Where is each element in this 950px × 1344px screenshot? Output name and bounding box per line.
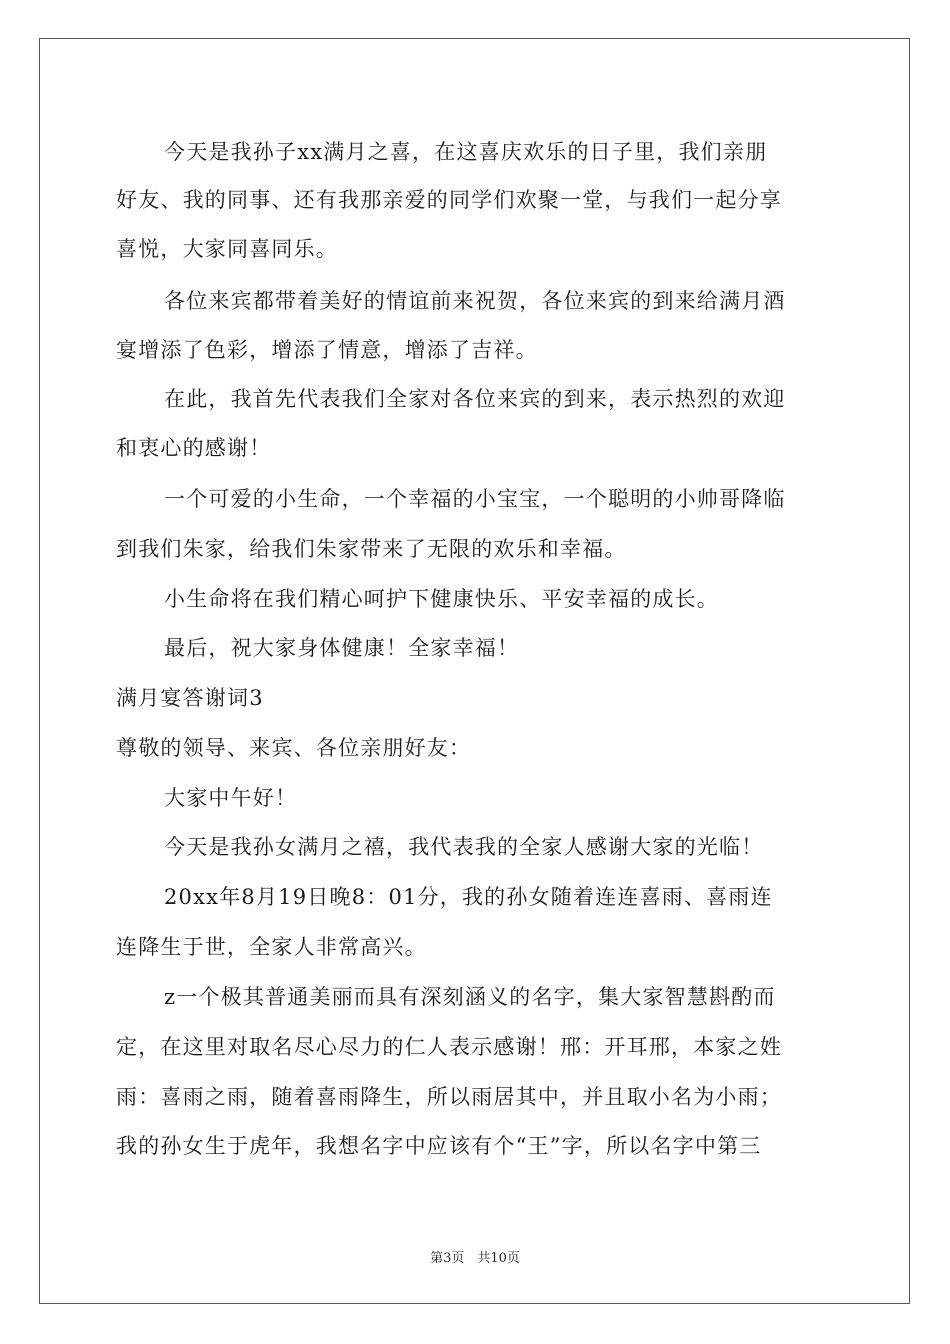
text-line-1: 今天是我孙子xx满月之喜，在这喜庆欢乐的日子里，我们亲朋 bbox=[164, 140, 768, 164]
text-line-17: 连降生于世，全家人非常高兴。 bbox=[116, 935, 427, 959]
text-line-14: 大家中午好！ bbox=[164, 786, 298, 810]
text-line-20: 雨：喜雨之雨，随着喜雨降生，所以雨居其中，并且取小名为小雨； bbox=[116, 1085, 782, 1109]
text-line-15: 今天是我孙女满月之禧，我代表我的全家人感谢大家的光临！ bbox=[164, 835, 764, 859]
text-line-3: 喜悦，大家同喜同乐。 bbox=[116, 237, 338, 261]
text-line-18: z一个极其普通美丽而具有深刻涵义的名字，集大家智慧斟酌而 bbox=[164, 985, 776, 1009]
section-heading: 满月宴答谢词3 bbox=[116, 686, 264, 710]
text-line-7: 和衷心的感谢！ bbox=[116, 436, 272, 460]
text-line-19: 定，在这里对取名尽心尽力的仁人表示感谢！邢：开耳邢，本家之姓 bbox=[116, 1035, 782, 1059]
salutation: 尊敬的领导、来宾、各位亲朋好友： bbox=[116, 736, 472, 760]
text-line-11: 最后，祝大家身体健康！全家幸福！ bbox=[164, 636, 520, 660]
text-line-2: 好友、我的同事、还有我那亲爱的同学们欢聚一堂，与我们一起分享 bbox=[116, 188, 782, 212]
text-line-4: 各位来宾都带着美好的情谊前来祝贺，各位来宾的到来给满月酒 bbox=[164, 289, 786, 313]
page-border bbox=[39, 38, 910, 1304]
text-line-10: 小生命将在我们精心呵护下健康快乐、平安幸福的成长。 bbox=[164, 587, 719, 611]
text-line-9: 到我们朱家，给我们朱家带来了无限的欢乐和幸福。 bbox=[116, 537, 627, 561]
page-number-footer: 第3页 共10页 bbox=[430, 1251, 520, 1266]
text-line-5: 宴增添了色彩，增添了情意，增添了吉祥。 bbox=[116, 338, 538, 362]
text-line-16: 20xx年8月19日晚8：01分，我的孙女随着连连喜雨、喜雨连 bbox=[164, 885, 773, 909]
text-line-8: 一个可爱的小生命，一个幸福的小宝宝，一个聪明的小帅哥降临 bbox=[164, 487, 786, 511]
text-line-21: 我的孙女生于虎年，我想名字中应该有个“王”字，所以名字中第三 bbox=[116, 1134, 762, 1158]
text-line-6: 在此，我首先代表我们全家对各位来宾的到来，表示热烈的欢迎 bbox=[164, 387, 786, 411]
